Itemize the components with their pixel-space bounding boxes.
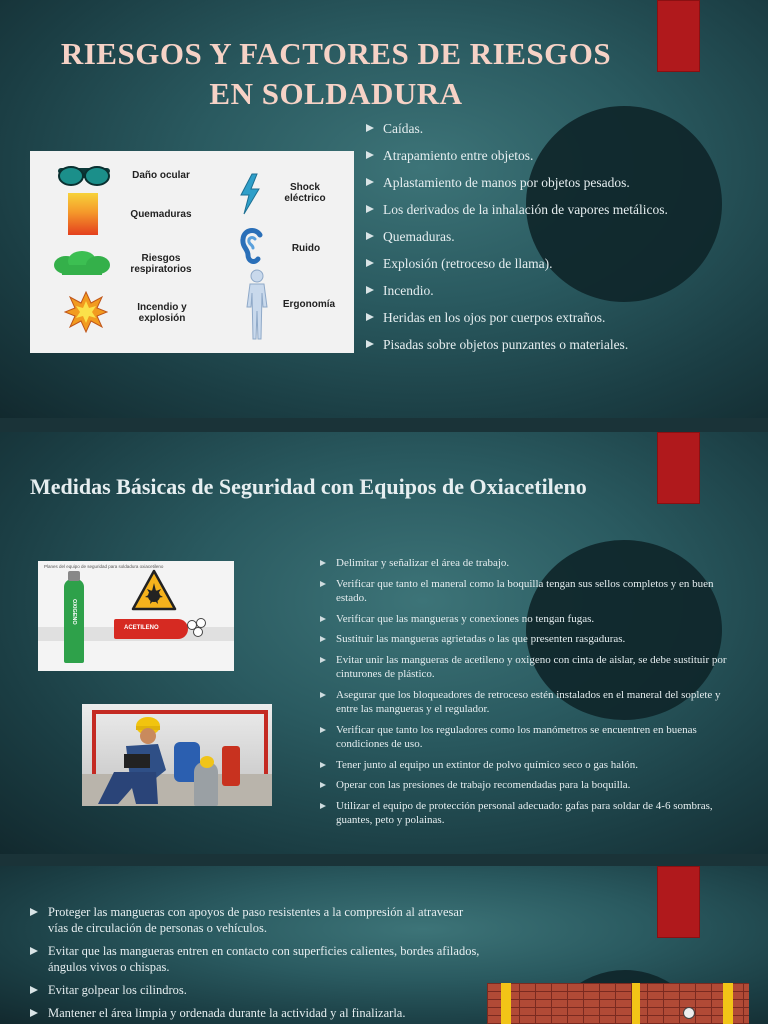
list-item: Evitar que las mangueras entren en contacto con superficies calientes, bordes afilados, ángulos vivos o chispas. [30, 943, 480, 975]
slide-title: Medidas Básicas de Seguridad con Equipos de Oxiacetileno [30, 474, 587, 499]
label-shock-line-1: Shock [289, 182, 320, 193]
explosion-warning-icon [131, 569, 177, 611]
yellow-pipe [501, 983, 511, 1024]
human-body-icon [242, 269, 272, 341]
list-item: Aplastamiento de manos por objetos pesados. [366, 174, 758, 191]
label-ergonomics: Ergonomía [282, 299, 336, 310]
label-fire-line-2: explosión [138, 313, 186, 324]
list-item: Evitar unir las mangueras de acetileno y oxigeno con cinta de aislar, se debe sustituir por cinturones de plástico. [320, 653, 732, 682]
explosion-icon [64, 291, 108, 333]
label-electric-shock [278, 182, 332, 204]
list-item: Tener junto al equipo un extintor de polvo químico seco o gas halón. [320, 758, 732, 773]
red-equipment [222, 746, 240, 786]
brick-wall-cylinders-photo [487, 983, 749, 1024]
welder-photo [82, 704, 272, 806]
label-respiratory-line-1: Riesgos [141, 253, 181, 264]
list-item: Evitar golpear los cilindros. [30, 982, 480, 998]
list-item: Verificar que las mangueras y conexiones no tengan fugas. [320, 612, 732, 627]
red-accent-tab [657, 432, 700, 504]
welder-worker-icon [96, 712, 176, 806]
ear-icon [238, 227, 268, 265]
label-noise: Ruido [291, 243, 321, 254]
list-item: Pisadas sobre objetos punzantes o materiales. [366, 336, 758, 353]
label-respiratory-line-2: respiratorios [130, 264, 192, 275]
safety-measures-list [320, 556, 732, 834]
lightning-icon [238, 173, 262, 215]
slide-title [30, 34, 642, 114]
list-item: Operar con las presiones de trabajo recomendadas para la boquilla. [320, 778, 732, 793]
list-item: Delimitar y señalizar el área de trabajo. [320, 556, 732, 571]
list-item: Verificar que tanto los reguladores como los manómetros se encuentren en buenas condiciones de uso. [320, 723, 732, 752]
list-item: Atrapamiento entre objetos. [366, 147, 758, 164]
title-line-2: EN SOLDADURA [209, 76, 463, 111]
list-item: Proteger las mangueras con apoyos de paso resistentes a la compresión al atravesar vías de circulación de personas o vehículos. [30, 904, 480, 936]
list-item: Verificar que tanto el maneral como la boquilla tengan sus sellos completos y en buen estado. [320, 577, 732, 606]
list-item: Heridas en los ojos por cuerpos extraños. [366, 309, 758, 326]
list-item: Sustituir las mangueras agrietadas o las que presenten rasgaduras. [320, 632, 732, 647]
acetylene-cylinder-icon [114, 619, 188, 639]
oxyacetylene-equipment-figure [38, 561, 234, 671]
slide-hose-precautions [0, 866, 768, 1024]
label-fire-explosion [124, 302, 200, 324]
label-burns: Quemaduras [130, 209, 192, 220]
list-item: Quemaduras. [366, 228, 758, 245]
list-item: Asegurar que los bloqueadores de retroceso estén instalados en el maneral del soplete y entre las mangueras y el regulador. [320, 688, 732, 717]
slide-risks [0, 0, 768, 418]
yellow-pipe [723, 983, 733, 1024]
label-respiratory [122, 253, 200, 275]
label-eye-damage: Daño ocular [132, 170, 190, 181]
regulator-yellow [200, 756, 214, 768]
oxygen-cylinder-icon [64, 579, 84, 663]
risks-list [366, 120, 758, 363]
valve-knobs-icon [186, 617, 208, 639]
acetylene-label: ACETILENO [124, 625, 159, 631]
list-item: Incendio. [366, 282, 758, 299]
list-item: Mantener el área limpia y ordenada durante la actividad y al finalizarla. [30, 1005, 480, 1021]
label-shock-line-2: eléctrico [284, 193, 326, 204]
list-item: Caídas. [366, 120, 758, 137]
yellow-pipe [632, 983, 640, 1024]
figure-caption: Planes del equipo de seguridad para soldadura oxiacetileno [44, 564, 164, 569]
list-item: Explosión (retroceso de llama). [366, 255, 758, 272]
slide-safety-measures [0, 432, 768, 854]
oxygen-label: OXIGENO [71, 599, 77, 625]
hose-precautions-list [30, 904, 480, 1024]
label-fire-line-1: Incendio y [137, 302, 187, 313]
burn-icon [68, 193, 98, 235]
cloud-icon [52, 249, 112, 277]
gas-cylinder-grey [194, 762, 218, 806]
goggles-icon [56, 163, 112, 187]
red-accent-tab [657, 866, 700, 938]
list-item: Utilizar el equipo de protección personal adecuado: gafas para soldar de 4-6 sombras, guantes, peto y polainas. [320, 799, 732, 828]
gauge-icon [683, 1007, 695, 1019]
welding-risks-figure [30, 151, 354, 353]
cylinder-valve-icon [68, 571, 80, 581]
red-accent-tab [657, 0, 700, 72]
title-line-1: RIESGOS Y FACTORES DE RIESGOS [60, 36, 612, 71]
list-item: Los derivados de la inhalación de vapores metálicos. [366, 201, 758, 218]
